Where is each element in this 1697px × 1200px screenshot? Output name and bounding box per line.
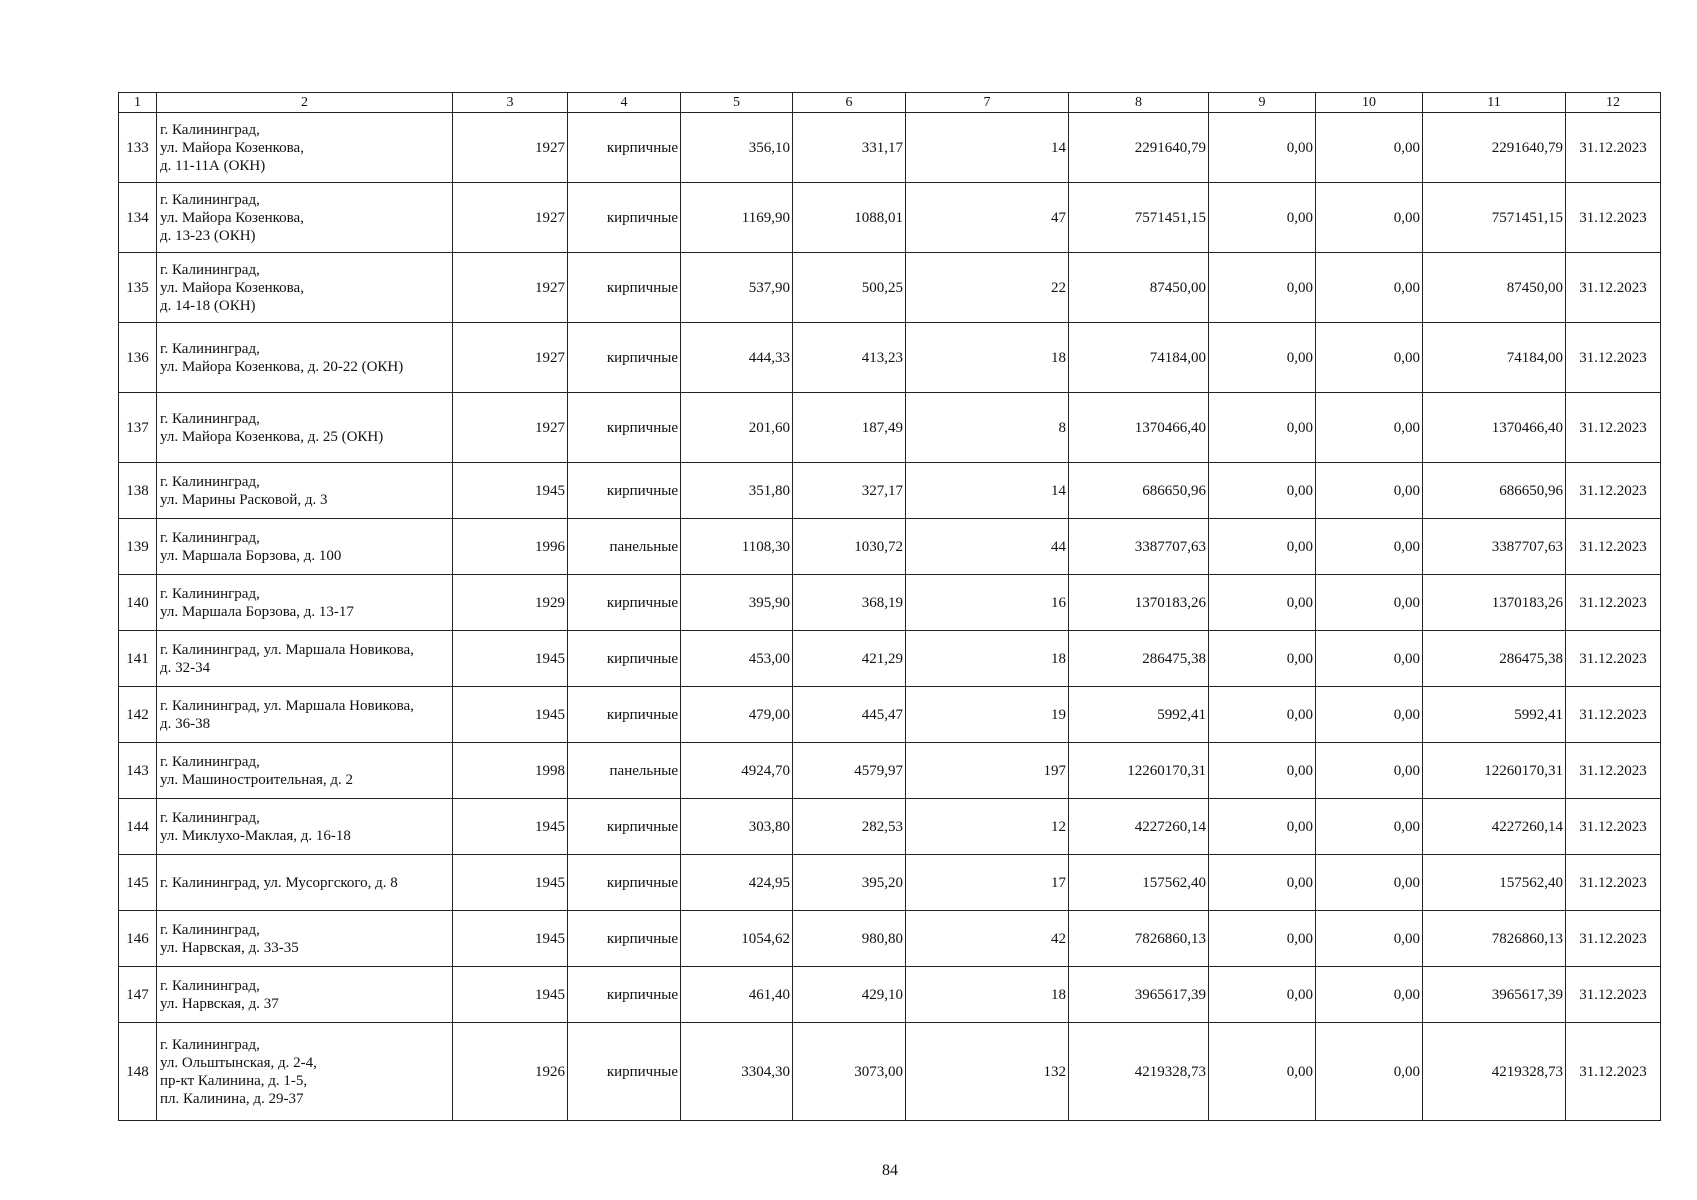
row-number: 133 — [119, 113, 157, 183]
row-number: 144 — [119, 799, 157, 855]
row-number: 142 — [119, 687, 157, 743]
date-cell: 31.12.2023 — [1566, 463, 1661, 519]
date-cell: 31.12.2023 — [1566, 687, 1661, 743]
year-cell: 1927 — [453, 253, 568, 323]
total-cost-cell: 2291640,79 — [1423, 113, 1566, 183]
column-10-cell: 0,00 — [1316, 1023, 1423, 1121]
column-header-4: 4 — [568, 93, 681, 113]
living-area-cell: 1030,72 — [793, 519, 906, 575]
column-header-3: 3 — [453, 93, 568, 113]
column-9-cell: 0,00 — [1209, 1023, 1316, 1121]
year-cell: 1945 — [453, 855, 568, 911]
address-cell: г. Калининград, ул. Маршала Борзова, д. 100 — [157, 519, 453, 575]
date-cell: 31.12.2023 — [1566, 911, 1661, 967]
cost-cell: 74184,00 — [1069, 323, 1209, 393]
row-number: 135 — [119, 253, 157, 323]
address-cell: г. Калининград, ул. Маршала Новикова, д. 32-34 — [157, 631, 453, 687]
residents-cell: 12 — [906, 799, 1069, 855]
address-cell: г. Калининград, ул. Майора Козенкова, д. 20-22 (ОКН) — [157, 323, 453, 393]
row-number: 139 — [119, 519, 157, 575]
table-row — [119, 463, 1661, 519]
total-area-cell: 303,80 — [681, 799, 793, 855]
column-9-cell: 0,00 — [1209, 393, 1316, 463]
row-number: 140 — [119, 575, 157, 631]
total-cost-cell: 87450,00 — [1423, 253, 1566, 323]
column-9-cell: 0,00 — [1209, 967, 1316, 1023]
wall-material-cell: кирпичные — [568, 631, 681, 687]
table-row — [119, 253, 1661, 323]
date-cell: 31.12.2023 — [1566, 799, 1661, 855]
column-10-cell: 0,00 — [1316, 519, 1423, 575]
total-cost-cell: 3965617,39 — [1423, 967, 1566, 1023]
table-row — [119, 113, 1661, 183]
cost-cell: 3965617,39 — [1069, 967, 1209, 1023]
column-9-cell: 0,00 — [1209, 855, 1316, 911]
address-cell: г. Калининград, ул. Майора Козенкова, д. 13-23 (ОКН) — [157, 183, 453, 253]
column-9-cell: 0,00 — [1209, 519, 1316, 575]
column-10-cell: 0,00 — [1316, 911, 1423, 967]
date-cell: 31.12.2023 — [1566, 393, 1661, 463]
column-header-7: 7 — [906, 93, 1069, 113]
year-cell: 1927 — [453, 183, 568, 253]
wall-material-cell: кирпичные — [568, 113, 681, 183]
year-cell: 1929 — [453, 575, 568, 631]
living-area-cell: 327,17 — [793, 463, 906, 519]
column-9-cell: 0,00 — [1209, 463, 1316, 519]
total-cost-cell: 1370466,40 — [1423, 393, 1566, 463]
column-10-cell: 0,00 — [1316, 113, 1423, 183]
column-9-cell: 0,00 — [1209, 113, 1316, 183]
cost-cell: 2291640,79 — [1069, 113, 1209, 183]
date-cell: 31.12.2023 — [1566, 743, 1661, 799]
row-number: 138 — [119, 463, 157, 519]
address-cell: г. Калининград, ул. Машиностроительная, д. 2 — [157, 743, 453, 799]
column-header-6: 6 — [793, 93, 906, 113]
living-area-cell: 3073,00 — [793, 1023, 906, 1121]
residents-cell: 19 — [906, 687, 1069, 743]
page-number: 84 — [882, 1162, 898, 1179]
year-cell: 1945 — [453, 911, 568, 967]
cost-cell: 157562,40 — [1069, 855, 1209, 911]
cost-cell: 4219328,73 — [1069, 1023, 1209, 1121]
table-row — [119, 967, 1661, 1023]
wall-material-cell: кирпичные — [568, 911, 681, 967]
living-area-cell: 421,29 — [793, 631, 906, 687]
total-area-cell: 1108,30 — [681, 519, 793, 575]
column-10-cell: 0,00 — [1316, 253, 1423, 323]
cost-cell: 4227260,14 — [1069, 799, 1209, 855]
residents-cell: 14 — [906, 113, 1069, 183]
row-number: 143 — [119, 743, 157, 799]
wall-material-cell: кирпичные — [568, 463, 681, 519]
table-row — [119, 687, 1661, 743]
address-cell: г. Калининград, ул. Майора Козенкова, д. 14-18 (ОКН) — [157, 253, 453, 323]
year-cell: 1945 — [453, 631, 568, 687]
total-area-cell: 356,10 — [681, 113, 793, 183]
wall-material-cell: панельные — [568, 743, 681, 799]
table-row — [119, 911, 1661, 967]
address-cell: г. Калининград, ул. Нарвская, д. 37 — [157, 967, 453, 1023]
date-cell: 31.12.2023 — [1566, 967, 1661, 1023]
date-cell: 31.12.2023 — [1566, 519, 1661, 575]
column-9-cell: 0,00 — [1209, 575, 1316, 631]
living-area-cell: 445,47 — [793, 687, 906, 743]
residents-cell: 47 — [906, 183, 1069, 253]
total-cost-cell: 5992,41 — [1423, 687, 1566, 743]
total-area-cell: 1169,90 — [681, 183, 793, 253]
total-area-cell: 3304,30 — [681, 1023, 793, 1121]
year-cell: 1945 — [453, 967, 568, 1023]
year-cell: 1945 — [453, 799, 568, 855]
wall-material-cell: кирпичные — [568, 1023, 681, 1121]
residents-cell: 44 — [906, 519, 1069, 575]
row-number: 147 — [119, 967, 157, 1023]
living-area-cell: 429,10 — [793, 967, 906, 1023]
year-cell: 1926 — [453, 1023, 568, 1121]
table-row — [119, 1023, 1661, 1121]
total-cost-cell: 7571451,15 — [1423, 183, 1566, 253]
living-area-cell: 368,19 — [793, 575, 906, 631]
wall-material-cell: кирпичные — [568, 183, 681, 253]
living-area-cell: 187,49 — [793, 393, 906, 463]
total-cost-cell: 3387707,63 — [1423, 519, 1566, 575]
cost-cell: 686650,96 — [1069, 463, 1209, 519]
living-area-cell: 1088,01 — [793, 183, 906, 253]
date-cell: 31.12.2023 — [1566, 855, 1661, 911]
cost-cell: 1370183,26 — [1069, 575, 1209, 631]
cost-cell: 87450,00 — [1069, 253, 1209, 323]
residents-cell: 18 — [906, 323, 1069, 393]
column-header-12: 12 — [1566, 93, 1661, 113]
date-cell: 31.12.2023 — [1566, 1023, 1661, 1121]
address-cell: г. Калининград, ул. Марины Расковой, д. 3 — [157, 463, 453, 519]
column-9-cell: 0,00 — [1209, 687, 1316, 743]
table-body — [119, 113, 1661, 1121]
wall-material-cell: кирпичные — [568, 687, 681, 743]
address-cell: г. Калининград, ул. Мусоргского, д. 8 — [157, 855, 453, 911]
column-10-cell: 0,00 — [1316, 631, 1423, 687]
total-area-cell: 537,90 — [681, 253, 793, 323]
row-number: 146 — [119, 911, 157, 967]
column-9-cell: 0,00 — [1209, 743, 1316, 799]
column-9-cell: 0,00 — [1209, 253, 1316, 323]
total-cost-cell: 74184,00 — [1423, 323, 1566, 393]
column-header-9: 9 — [1209, 93, 1316, 113]
total-area-cell: 444,33 — [681, 323, 793, 393]
row-number: 136 — [119, 323, 157, 393]
column-9-cell: 0,00 — [1209, 911, 1316, 967]
total-cost-cell: 7826860,13 — [1423, 911, 1566, 967]
row-number: 148 — [119, 1023, 157, 1121]
column-10-cell: 0,00 — [1316, 463, 1423, 519]
year-cell: 1945 — [453, 463, 568, 519]
wall-material-cell: кирпичные — [568, 967, 681, 1023]
cost-cell: 286475,38 — [1069, 631, 1209, 687]
date-cell: 31.12.2023 — [1566, 323, 1661, 393]
address-cell: г. Калининград, ул. Нарвская, д. 33-35 — [157, 911, 453, 967]
column-10-cell: 0,00 — [1316, 393, 1423, 463]
date-cell: 31.12.2023 — [1566, 631, 1661, 687]
living-area-cell: 4579,97 — [793, 743, 906, 799]
total-area-cell: 395,90 — [681, 575, 793, 631]
table-row — [119, 575, 1661, 631]
column-9-cell: 0,00 — [1209, 631, 1316, 687]
wall-material-cell: кирпичные — [568, 575, 681, 631]
cost-cell: 3387707,63 — [1069, 519, 1209, 575]
column-header-11: 11 — [1423, 93, 1566, 113]
row-number: 134 — [119, 183, 157, 253]
total-cost-cell: 686650,96 — [1423, 463, 1566, 519]
residents-cell: 18 — [906, 631, 1069, 687]
wall-material-cell: кирпичные — [568, 799, 681, 855]
housing-register-table — [118, 92, 1661, 1121]
address-cell: г. Калининград, ул. Миклухо-Маклая, д. 16-18 — [157, 799, 453, 855]
total-area-cell: 479,00 — [681, 687, 793, 743]
column-header-1: 1 — [119, 93, 157, 113]
total-area-cell: 351,80 — [681, 463, 793, 519]
column-9-cell: 0,00 — [1209, 799, 1316, 855]
total-area-cell: 424,95 — [681, 855, 793, 911]
total-area-cell: 1054,62 — [681, 911, 793, 967]
living-area-cell: 282,53 — [793, 799, 906, 855]
residents-cell: 8 — [906, 393, 1069, 463]
total-cost-cell: 4227260,14 — [1423, 799, 1566, 855]
year-cell: 1927 — [453, 323, 568, 393]
residents-cell: 22 — [906, 253, 1069, 323]
table-row — [119, 743, 1661, 799]
table-row — [119, 323, 1661, 393]
date-cell: 31.12.2023 — [1566, 253, 1661, 323]
table-row — [119, 183, 1661, 253]
cost-cell: 7826860,13 — [1069, 911, 1209, 967]
column-10-cell: 0,00 — [1316, 323, 1423, 393]
living-area-cell: 395,20 — [793, 855, 906, 911]
column-10-cell: 0,00 — [1316, 687, 1423, 743]
living-area-cell: 413,23 — [793, 323, 906, 393]
residents-cell: 42 — [906, 911, 1069, 967]
residents-cell: 132 — [906, 1023, 1069, 1121]
column-10-cell: 0,00 — [1316, 799, 1423, 855]
row-number: 141 — [119, 631, 157, 687]
column-9-cell: 0,00 — [1209, 183, 1316, 253]
table-row — [119, 519, 1661, 575]
year-cell: 1927 — [453, 393, 568, 463]
column-header-8: 8 — [1069, 93, 1209, 113]
column-header-5: 5 — [681, 93, 793, 113]
column-10-cell: 0,00 — [1316, 967, 1423, 1023]
total-area-cell: 4924,70 — [681, 743, 793, 799]
living-area-cell: 980,80 — [793, 911, 906, 967]
total-cost-cell: 4219328,73 — [1423, 1023, 1566, 1121]
year-cell: 1998 — [453, 743, 568, 799]
table-row — [119, 799, 1661, 855]
wall-material-cell: кирпичные — [568, 855, 681, 911]
residents-cell: 18 — [906, 967, 1069, 1023]
wall-material-cell: панельные — [568, 519, 681, 575]
column-header-2: 2 — [157, 93, 453, 113]
total-cost-cell: 157562,40 — [1423, 855, 1566, 911]
year-cell: 1945 — [453, 687, 568, 743]
living-area-cell: 331,17 — [793, 113, 906, 183]
column-10-cell: 0,00 — [1316, 743, 1423, 799]
total-cost-cell: 12260170,31 — [1423, 743, 1566, 799]
wall-material-cell: кирпичные — [568, 253, 681, 323]
date-cell: 31.12.2023 — [1566, 183, 1661, 253]
cost-cell: 5992,41 — [1069, 687, 1209, 743]
address-cell: г. Калининград, ул. Ольштынская, д. 2-4, пр-кт Калинина, д. 1-5, пл. Калинина, д. 29-37 — [157, 1023, 453, 1121]
column-10-cell: 0,00 — [1316, 575, 1423, 631]
residents-cell: 197 — [906, 743, 1069, 799]
total-area-cell: 461,40 — [681, 967, 793, 1023]
row-number: 137 — [119, 393, 157, 463]
table-row — [119, 855, 1661, 911]
wall-material-cell: кирпичные — [568, 323, 681, 393]
column-header-10: 10 — [1316, 93, 1423, 113]
column-10-cell: 0,00 — [1316, 183, 1423, 253]
cost-cell: 7571451,15 — [1069, 183, 1209, 253]
year-cell: 1927 — [453, 113, 568, 183]
total-cost-cell: 286475,38 — [1423, 631, 1566, 687]
residents-cell: 14 — [906, 463, 1069, 519]
date-cell: 31.12.2023 — [1566, 575, 1661, 631]
column-10-cell: 0,00 — [1316, 855, 1423, 911]
total-area-cell: 453,00 — [681, 631, 793, 687]
date-cell: 31.12.2023 — [1566, 113, 1661, 183]
table-row — [119, 393, 1661, 463]
residents-cell: 16 — [906, 575, 1069, 631]
residents-cell: 17 — [906, 855, 1069, 911]
cost-cell: 1370466,40 — [1069, 393, 1209, 463]
living-area-cell: 500,25 — [793, 253, 906, 323]
year-cell: 1996 — [453, 519, 568, 575]
address-cell: г. Калининград, ул. Майора Козенкова, д. 25 (ОКН) — [157, 393, 453, 463]
column-9-cell: 0,00 — [1209, 323, 1316, 393]
total-cost-cell: 1370183,26 — [1423, 575, 1566, 631]
total-area-cell: 201,60 — [681, 393, 793, 463]
wall-material-cell: кирпичные — [568, 393, 681, 463]
cost-cell: 12260170,31 — [1069, 743, 1209, 799]
column-number-header — [119, 93, 1661, 113]
table-row — [119, 631, 1661, 687]
address-cell: г. Калининград, ул. Майора Козенкова, д. 11-11А (ОКН) — [157, 113, 453, 183]
address-cell: г. Калининград, ул. Маршала Новикова, д. 36-38 — [157, 687, 453, 743]
row-number: 145 — [119, 855, 157, 911]
address-cell: г. Калининград, ул. Маршала Борзова, д. 13-17 — [157, 575, 453, 631]
